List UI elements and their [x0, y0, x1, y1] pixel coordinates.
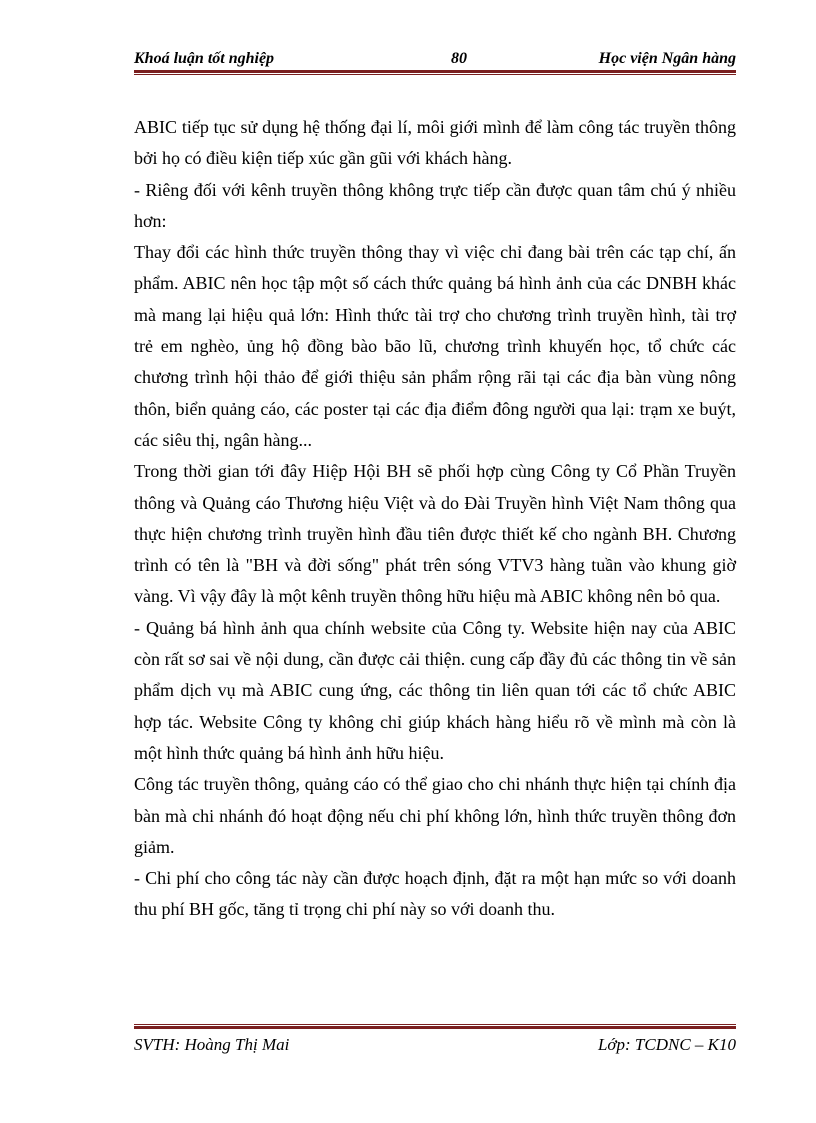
header-divider [134, 70, 736, 75]
paragraph: - Quảng bá hình ảnh qua chính website của Công ty. Website hiện nay của ABIC còn rất sơ sai về nội dung, cần được cải thiện. cung cấp đầy đủ các thông tin về sản phẩm dịch vụ mà ABIC cung ứng, các thông tin liên quan tới các tổ chức ABIC hợp tác. Website Công ty không chỉ giúp khách hàng hiểu rõ về mình mà còn là một hình thức quảng bá hình ảnh hữu hiệu. [134, 617, 736, 763]
footer-divider [134, 1024, 736, 1029]
header-thesis-title: Khoá luận tốt nghiệp [134, 50, 275, 67]
page-header [134, 49, 736, 69]
document-body [134, 112, 736, 926]
header-institution: Học viện Ngân hàng [598, 50, 736, 67]
paragraph: - Chi phí cho công tác này cần được hoạch định, đặt ra một hạn mức so với doanh thu phí BH gốc, tăng tỉ trọng chi phí này so với doanh thu. [134, 868, 736, 920]
footer-class: Lớp: TCDNC – K10 [597, 1035, 736, 1054]
header-page-number: 80 [451, 50, 467, 67]
header-divider-thick [134, 70, 736, 73]
page-footer [134, 1034, 736, 1056]
paragraph: Trong thời gian tới đây Hiệp Hội BH sẽ phối hợp cùng Công ty Cổ Phần Truyền thông và Quảng cáo Thương hiệu Việt và do Đài Truyền hình Việt Nam thông qua thực hiện chương trình truyền hình đầu tiên được thiết kế cho ngành BH. Chương trình có tên là "BH và đời sống" phát trên sóng VTV3 hàng tuần vào khung giờ vàng. Vì vậy đây là một kênh truyền thông hữu hiệu mà ABIC không nên bỏ qua. [134, 461, 736, 607]
footer-author: SVTH: Hoàng Thị Mai [134, 1035, 290, 1054]
paragraph: ABIC tiếp tục sử dụng hệ thống đại lí, môi giới mình để làm công tác truyền thông bởi họ có điều kiện tiếp xúc gần gũi với khách hàng. [134, 117, 736, 169]
header-divider-thin [134, 74, 736, 75]
footer-divider-thin [134, 1024, 736, 1025]
paragraph: - Riêng đối với kênh truyền thông không trực tiếp cần được quan tâm chú ý nhiều hơn: [134, 179, 736, 231]
paragraph: Thay đổi các hình thức truyền thông thay vì việc chỉ đang bài trên các tạp chí, ấn phẩm. ABIC nên học tập một số cách thức quảng bá hình ảnh của các DNBH khác mà mang lại hiệu quả lớn: Hình thức tài trợ cho chương trình truyền hình, tài trợ trẻ em nghèo, ủng hộ đồng bào bão lũ, chương trình khuyến học, tổ chức các chương trình hội thảo để giới thiệu sản phẩm rộng rãi tại các địa bàn vùng nông thôn, biển quảng cáo, các poster tại các địa điểm đông người qua lại: trạm xe buýt, các siêu thị, ngân hàng... [134, 242, 736, 450]
footer-divider-thick [134, 1026, 736, 1029]
paragraph: Công tác truyền thông, quảng cáo có thể giao cho chi nhánh thực hiện tại chính địa bàn mà chi nhánh đó hoạt động nếu chi phí không lớn, hình thức truyền thông đơn giảm. [134, 774, 736, 857]
